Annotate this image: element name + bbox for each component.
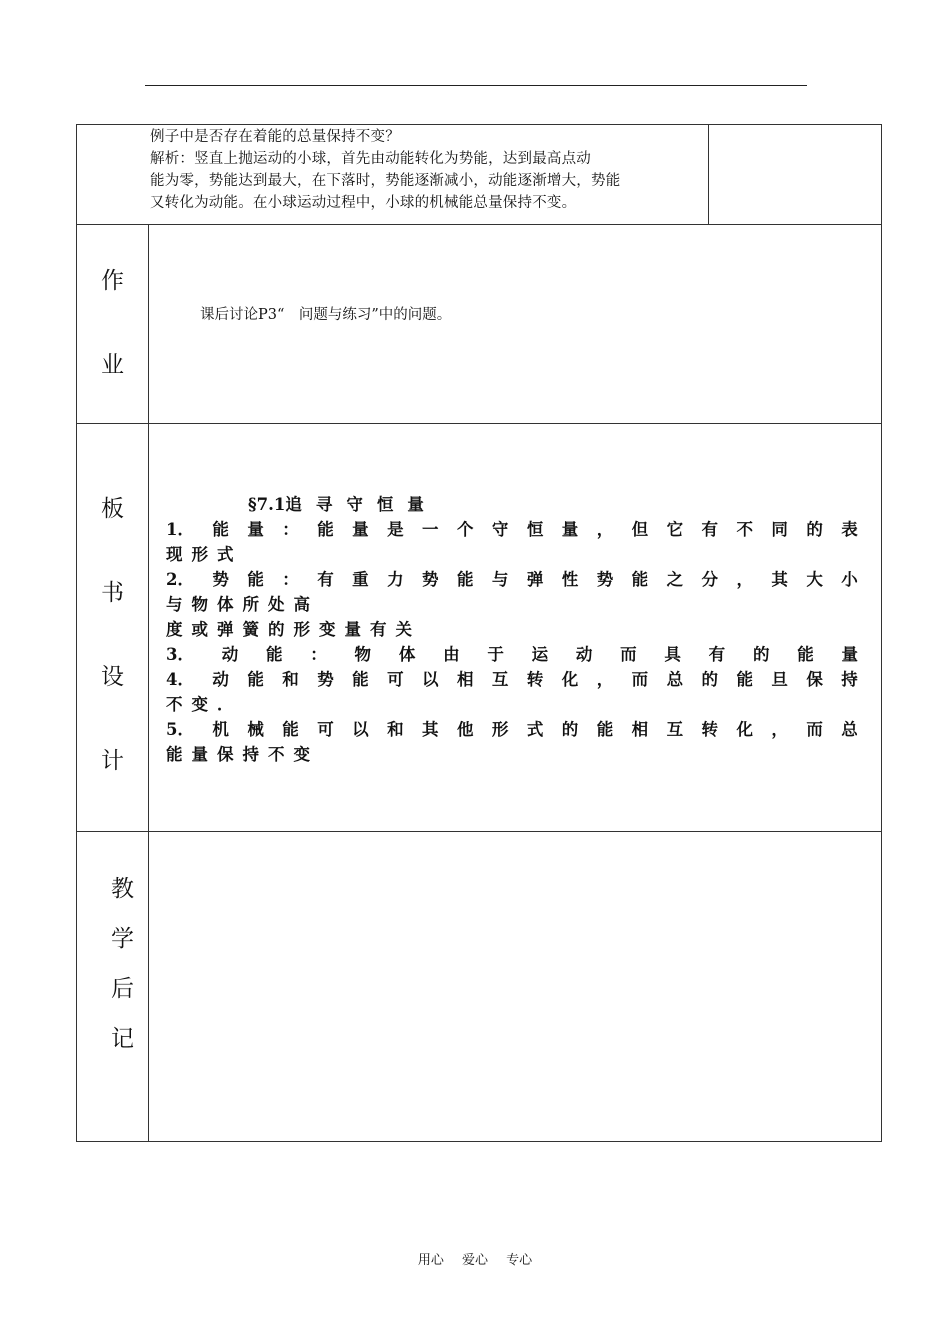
board-char: ， (771, 720, 788, 739)
board-char: 化 (561, 670, 579, 689)
analysis-line: 例子中是否存在着能的总量保持不变？ (150, 129, 400, 145)
board-char: 或 (191, 620, 208, 639)
board-char: 与 (491, 570, 509, 589)
board-char: ， (596, 670, 614, 689)
board-char: 形 (191, 545, 208, 564)
board-char: 动 (212, 670, 229, 689)
board-label-char: 书 (101, 580, 124, 606)
board-title-part: 量 (407, 495, 424, 514)
board-char: 动 (221, 645, 239, 664)
board-char: 能 (352, 670, 369, 689)
board-char: 有 (317, 570, 334, 589)
board-char: 保 (806, 670, 823, 689)
board-char: 有 (701, 520, 719, 539)
board-char: 量 (841, 645, 858, 664)
board-char: 度 (166, 620, 183, 639)
board-char: 势 (212, 570, 229, 589)
board-char: 处 (268, 595, 285, 614)
reflection-label-char: 教 (111, 876, 134, 902)
board-char: 小 (841, 570, 858, 589)
board-line (166, 717, 858, 742)
board-char: 互 (491, 670, 509, 689)
board-char: 而 (631, 670, 649, 689)
board-char: 总 (666, 670, 684, 689)
board-char: 量 (247, 520, 264, 539)
board-char: 它 (666, 520, 684, 539)
board-label-char: 计 (101, 748, 124, 774)
board-char: 量 (344, 620, 361, 639)
board-char: 的 (701, 670, 719, 689)
board-char: 其 (422, 720, 439, 739)
board-char: ． (217, 695, 234, 714)
board-char: 是 (387, 520, 404, 539)
board-char: 和 (387, 720, 404, 739)
label-column-divider (148, 224, 149, 1142)
board-char: 一 (422, 520, 439, 539)
board-char: 转 (526, 670, 544, 689)
board-design-label (90, 490, 135, 790)
board-char: 以 (422, 670, 439, 689)
board-char: 与 (166, 595, 183, 614)
board-char: 体 (217, 595, 234, 614)
board-char: ， (596, 520, 614, 539)
board-char: 2． (166, 570, 194, 589)
board-char: 以 (352, 720, 369, 739)
board-char: 运 (531, 645, 549, 664)
top-right-divider (708, 124, 709, 224)
board-char: 能 (797, 645, 814, 664)
analysis-line: 解析：竖直上抛运动的小球，首先由动能转化为势能，达到最高点动 (150, 151, 591, 167)
board-label-char: 设 (101, 664, 124, 690)
board-char: 力 (387, 570, 404, 589)
board-line (166, 517, 858, 542)
board-title-part: 恒 (376, 495, 394, 514)
board-char: 体 (398, 645, 416, 664)
board-char: 物 (191, 595, 208, 614)
homework-text: 课后讨论P3“ 问题与练习”中的问题。 (200, 307, 452, 323)
board-char: 弹 (217, 620, 234, 639)
board-char: 表 (841, 520, 858, 539)
board-char: 持 (242, 745, 259, 764)
board-char: 物 (354, 645, 372, 664)
board-line (166, 692, 858, 717)
board-char: 个 (456, 520, 474, 539)
board-char: 量 (561, 520, 579, 539)
board-title-part: 守 (346, 495, 363, 514)
board-char: 的 (752, 645, 770, 664)
board-char: 高 (293, 595, 310, 614)
board-char: 分 (701, 570, 719, 589)
board-label-char: 板 (101, 496, 124, 522)
board-char: 相 (631, 720, 649, 739)
reflection-label-char: 后 (111, 976, 134, 1002)
board-char: 量 (191, 745, 208, 764)
board-lines (166, 517, 858, 767)
board-char: 能 (596, 720, 614, 739)
board-char: 可 (387, 670, 404, 689)
board-char: 互 (666, 720, 684, 739)
board-char: 1． (166, 520, 194, 539)
board-char: 关 (395, 620, 412, 639)
board-char: 不 (736, 520, 753, 539)
board-line (166, 592, 858, 617)
board-char: 形 (293, 620, 310, 639)
homework-label-char: 业 (101, 352, 124, 378)
reflection-label-char: 学 (111, 926, 134, 952)
board-char: 性 (561, 570, 579, 589)
board-title-part: 寻 (315, 495, 333, 514)
homework-label-char: 作 (101, 268, 124, 294)
board-char: 能 (282, 720, 299, 739)
board-char: 动 (575, 645, 593, 664)
board-char: ： (310, 645, 327, 664)
board-char: 转 (701, 720, 719, 739)
board-char: 势 (422, 570, 439, 589)
board-line (166, 667, 858, 692)
board-char: 机 (212, 720, 229, 739)
analysis-line: 能为零，势能达到最大，在下落时，势能逐渐减小，动能逐渐增大，势能 (150, 173, 621, 189)
board-char: 的 (268, 620, 285, 639)
board-char: 他 (456, 720, 474, 739)
board-char: 能 (266, 645, 283, 664)
board-char: 而 (620, 645, 637, 664)
board-char: 能 (212, 520, 229, 539)
board-char: 守 (491, 520, 509, 539)
board-char: 械 (247, 720, 264, 739)
page-footer: 用心 爱心 专心 (417, 1253, 533, 1268)
board-char: ， (736, 570, 753, 589)
board-title (166, 492, 858, 517)
board-line (166, 742, 858, 767)
board-char: 变 (293, 745, 310, 764)
board-char: 相 (456, 670, 474, 689)
board-char: 势 (596, 570, 614, 589)
board-char: 势 (317, 670, 334, 689)
board-content (166, 492, 858, 767)
board-char: 能 (631, 570, 649, 589)
board-line (166, 567, 858, 592)
board-line (166, 642, 858, 667)
board-char: 4． (166, 670, 194, 689)
board-char: 化 (736, 720, 753, 739)
board-char: 弹 (526, 570, 544, 589)
row-divider-1 (76, 224, 882, 225)
board-char: 能 (247, 670, 264, 689)
header-rule (145, 85, 807, 86)
board-char: 形 (491, 720, 509, 739)
board-char: ： (282, 570, 299, 589)
board-line (166, 542, 858, 567)
board-char: 大 (806, 570, 823, 589)
board-char: 重 (352, 570, 369, 589)
analysis-line: 又转化为动能。在小球运动过程中，小球的机械能总量保持不变。 (150, 195, 577, 211)
board-char: ： (282, 520, 299, 539)
reflection-label (100, 870, 145, 1070)
board-char: 式 (526, 720, 544, 739)
board-char: 不 (268, 745, 285, 764)
board-char: 所 (242, 595, 259, 614)
board-char: 能 (736, 670, 753, 689)
board-char: 能 (166, 745, 183, 764)
board-char: 其 (771, 570, 788, 589)
board-char: 能 (247, 570, 264, 589)
board-char: 5． (166, 720, 194, 739)
board-char: 持 (841, 670, 858, 689)
board-char: 可 (317, 720, 334, 739)
board-char: 3． (166, 645, 194, 664)
board-char: 旦 (771, 670, 788, 689)
board-char: 有 (370, 620, 387, 639)
board-char: 具 (664, 645, 681, 664)
board-char: 簧 (242, 620, 259, 639)
board-char: 而 (806, 720, 823, 739)
board-line (166, 617, 858, 642)
board-char: 的 (561, 720, 579, 739)
board-title-part: §7.1追 (248, 495, 302, 514)
board-char: 有 (708, 645, 726, 664)
board-char: 量 (352, 520, 369, 539)
board-char: 保 (217, 745, 234, 764)
board-char: 能 (456, 570, 474, 589)
board-char: 由 (443, 645, 460, 664)
board-char: 同 (771, 520, 788, 539)
board-char: 恒 (526, 520, 544, 539)
board-char: 现 (166, 545, 183, 564)
board-char: 式 (217, 545, 234, 564)
board-char: 的 (806, 520, 823, 539)
board-char: 变 (319, 620, 336, 639)
reflection-label-char: 记 (111, 1026, 134, 1052)
row-divider-2 (76, 423, 882, 424)
board-char: 总 (841, 720, 858, 739)
board-char: 之 (666, 570, 684, 589)
board-char: 但 (631, 520, 649, 539)
board-char: 能 (317, 520, 334, 539)
row-divider-3 (76, 831, 882, 832)
homework-label (90, 262, 135, 392)
board-char: 不 (166, 695, 183, 714)
board-char: 和 (282, 670, 299, 689)
board-char: 于 (487, 645, 504, 664)
analysis-text (150, 126, 705, 214)
board-char: 变 (191, 695, 208, 714)
